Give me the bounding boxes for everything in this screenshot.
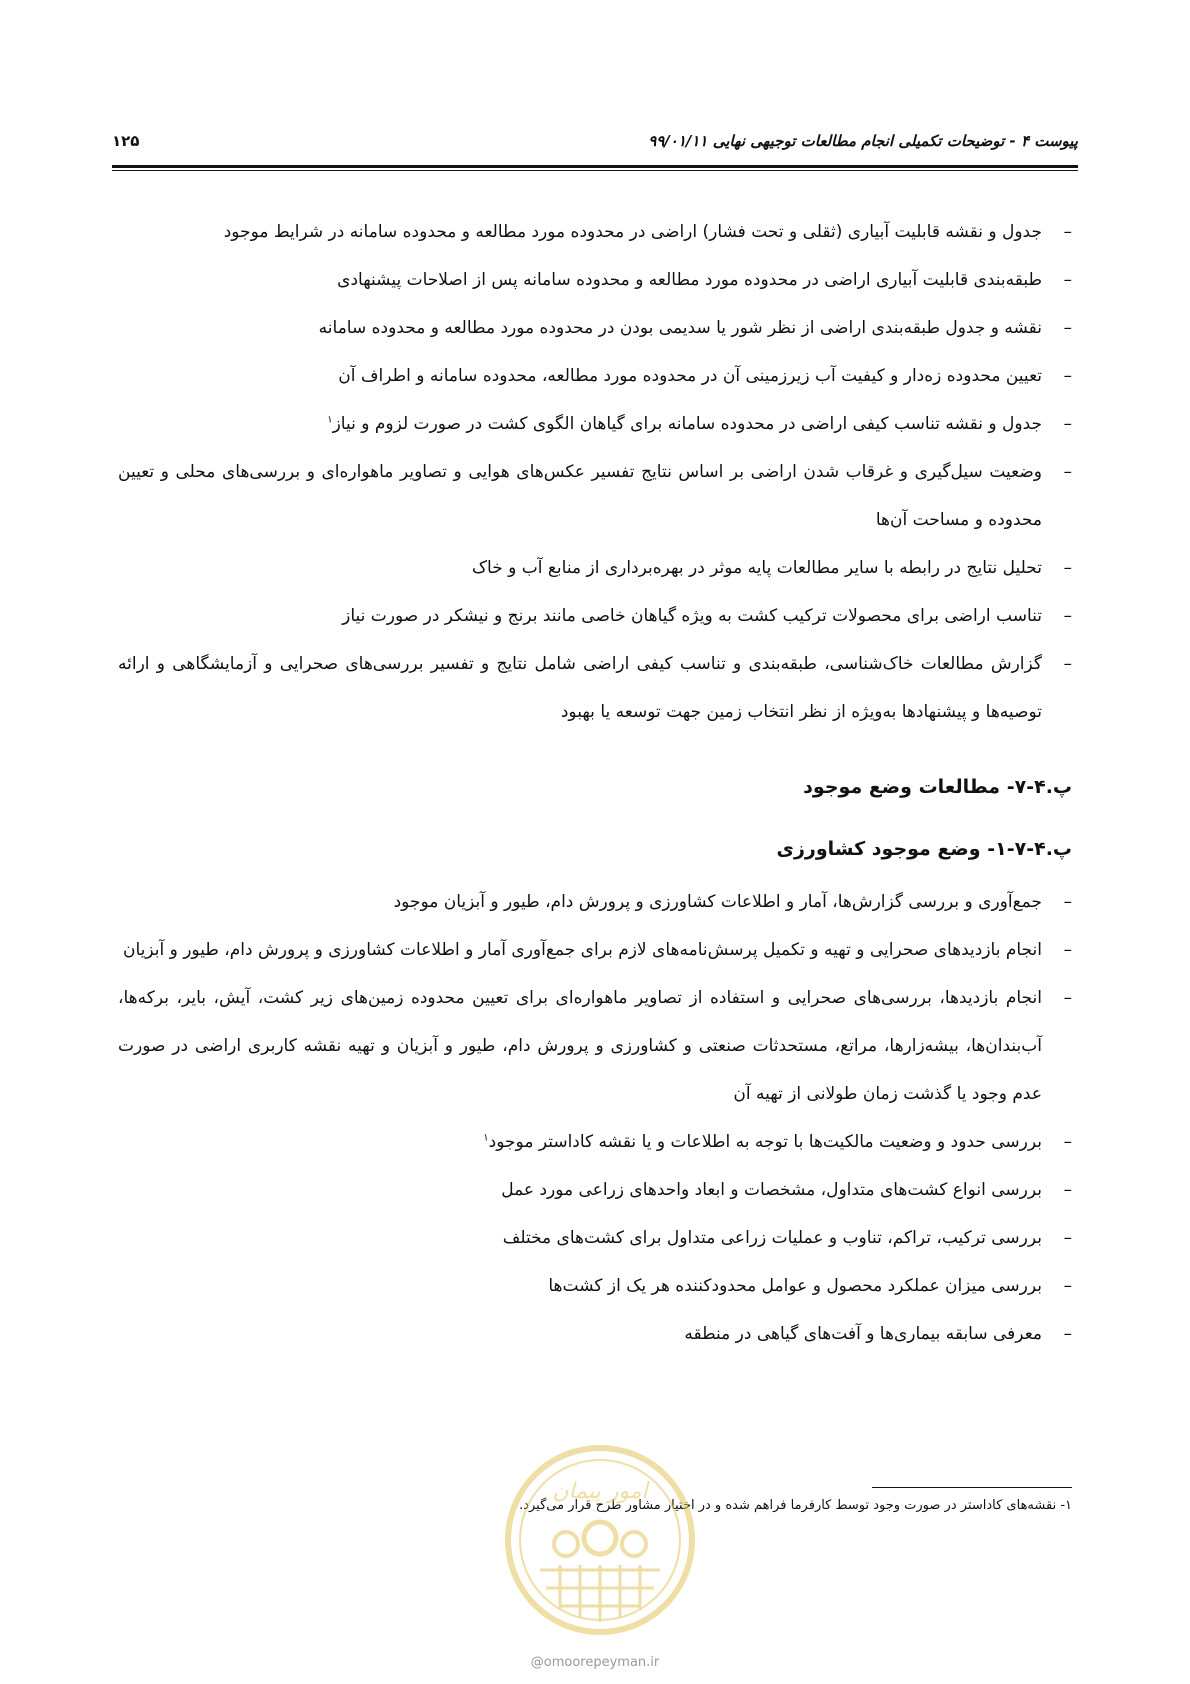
- list-item: – تحلیل نتایج در رابطه با سایر مطالعات پایه موثر در بهره‌برداری از منابع آب و خاک: [118, 544, 1072, 592]
- list-item: – طبقه‌بندی قابلیت آبیاری اراضی در محدوده مورد مطالعه و محدوده سامانه پس از اصلاحات پیشنهادی: [118, 256, 1072, 304]
- page-header: [112, 128, 1078, 156]
- dash-bullet: –: [1063, 1132, 1072, 1152]
- dash-bullet: –: [1063, 270, 1072, 290]
- dash-bullet: –: [1063, 318, 1072, 338]
- list-item: – تناسب اراضی برای محصولات ترکیب کشت به ویژه گیاهان خاصی مانند برنج و نیشکر در صورت نیاز: [118, 592, 1072, 640]
- list-item: – وضعیت سیل‌گیری و غرقاب شدن اراضی بر اساس نتایج تفسیر عکس‌های هوایی و تصاویر ماهواره‌ای و بررسی‌های محلی و تعیین محدوده و مساحت آن‌ها: [118, 448, 1072, 544]
- list-item: – جدول و نقشه تناسب کیفی اراضی در محدوده سامانه برای گیاهان الگوی کشت در صورت لزوم و نیاز$^۱$: [118, 400, 1072, 448]
- dash-bullet: –: [1063, 606, 1072, 626]
- footnote: ۱- نقشه‌های کاداستر در صورت وجود توسط کارفرما فراهم شده و در اختیار مشاور طرح قرار می‌گیرد.: [519, 1498, 1072, 1513]
- list-item: – تعیین محدوده زه‌دار و کیفیت آب زیرزمینی آن در محدوده مورد مطالعه، محدوده سامانه و اطراف آن: [118, 352, 1072, 400]
- page-number: ۱۲۵: [112, 132, 140, 150]
- seal-text: امور پیمان: [552, 1479, 648, 1504]
- list-item: – بررسی حدود و وضعیت مالکیت‌ها با توجه به اطلاعات و یا نقشه کاداستر موجود$^۱$: [118, 1118, 1072, 1166]
- dash-bullet: –: [1063, 366, 1072, 386]
- dash-bullet: –: [1063, 1276, 1072, 1296]
- soil-study-outputs-list: [118, 208, 1072, 736]
- footnote-ref: ۱: [483, 1132, 489, 1144]
- footnote-ref: ۱: [327, 414, 333, 426]
- dash-bullet: –: [1063, 414, 1072, 434]
- dash-bullet: –: [1063, 462, 1072, 482]
- header-rule-thin: [112, 170, 1078, 171]
- list-item: – انجام بازدیدها، بررسی‌های صحرایی و استفاده از تصاویر ماهواره‌ای برای تعیین محدوده زمین‌های زیر کشت، آیش، بایر، برکه‌ها، آب‌بندان‌ها، بیشه‌زارها، مراتع، مستحدثات صنعتی و کشاورزی و پرورش دام، طیور و آبزیان و تهیه نقشه کاربری اراضی در صورت عدم وجود یا گذشت زمان طولانی از تهیه آن: [118, 974, 1072, 1118]
- dash-bullet: –: [1063, 1324, 1072, 1344]
- seal-logo-icon: [500, 1440, 700, 1640]
- dash-bullet: –: [1063, 222, 1072, 242]
- dash-bullet: –: [1063, 940, 1072, 960]
- dash-bullet: –: [1063, 1180, 1072, 1200]
- list-item: – گزارش مطالعات خاک‌شناسی، طبقه‌بندی و تناسب کیفی اراضی شامل نتایج و تفسیر بررسی‌های صحرایی و آزمایشگاهی و ارائه توصیه‌ها و پیشنهادها به‌ویژه از نظر انتخاب زمین جهت توسعه یا بهبود: [118, 640, 1072, 736]
- watermark-text: @omoorepeyman.ir: [530, 1655, 660, 1670]
- header-rule-thick: [112, 165, 1078, 168]
- dash-bullet: –: [1063, 1228, 1072, 1248]
- dash-bullet: –: [1063, 892, 1072, 912]
- list-item: – جدول و نقشه قابلیت آبیاری (ثقلی و تحت فشار) اراضی در محدوده مورد مطالعه و محدوده سامانه در شرایط موجود: [118, 208, 1072, 256]
- page-content: [118, 208, 1072, 1358]
- list-item: – بررسی انواع کشت‌های متداول، مشخصات و ابعاد واحدهای زراعی مورد عمل: [118, 1166, 1072, 1214]
- section-heading: پ.۴-۷- مطالعات وضع موجود: [803, 776, 1072, 798]
- header-title: پیوست ۴ - توضیحات تکمیلی انجام مطالعات توجیهی نهایی ۹۹/۰۱/۱۱: [648, 132, 1078, 150]
- dash-bullet: –: [1063, 654, 1072, 674]
- list-item: – جمع‌آوری و بررسی گزارش‌ها، آمار و اطلاعات کشاورزی و پرورش دام، طیور و آبزیان موجود: [118, 878, 1072, 926]
- subsection-heading: پ.۴-۷-۱- وضع موجود کشاورزی: [776, 838, 1072, 860]
- dash-bullet: –: [1063, 558, 1072, 578]
- footnote-rule: [872, 1487, 1072, 1488]
- list-item: – نقشه و جدول طبقه‌بندی اراضی از نظر شور یا سدیمی بودن در محدوده مورد مطالعه و محدوده سامانه: [118, 304, 1072, 352]
- dash-bullet: –: [1063, 988, 1072, 1008]
- agriculture-status-list: [118, 878, 1072, 1358]
- list-item: – انجام بازدیدهای صحرایی و تهیه و تکمیل پرسش‌نامه‌های لازم برای جمع‌آوری آمار و اطلاعات کشاورزی و پرورش دام، طیور و آبزیان: [118, 926, 1072, 974]
- list-item: – بررسی ترکیب، تراکم، تناوب و عملیات زراعی متداول برای کشت‌های مختلف: [118, 1214, 1072, 1262]
- list-item: – معرفی سابقه بیماری‌ها و آفت‌های گیاهی در منطقه: [118, 1310, 1072, 1358]
- list-item: – بررسی میزان عملکرد محصول و عوامل محدودکننده هر یک از کشت‌ها: [118, 1262, 1072, 1310]
